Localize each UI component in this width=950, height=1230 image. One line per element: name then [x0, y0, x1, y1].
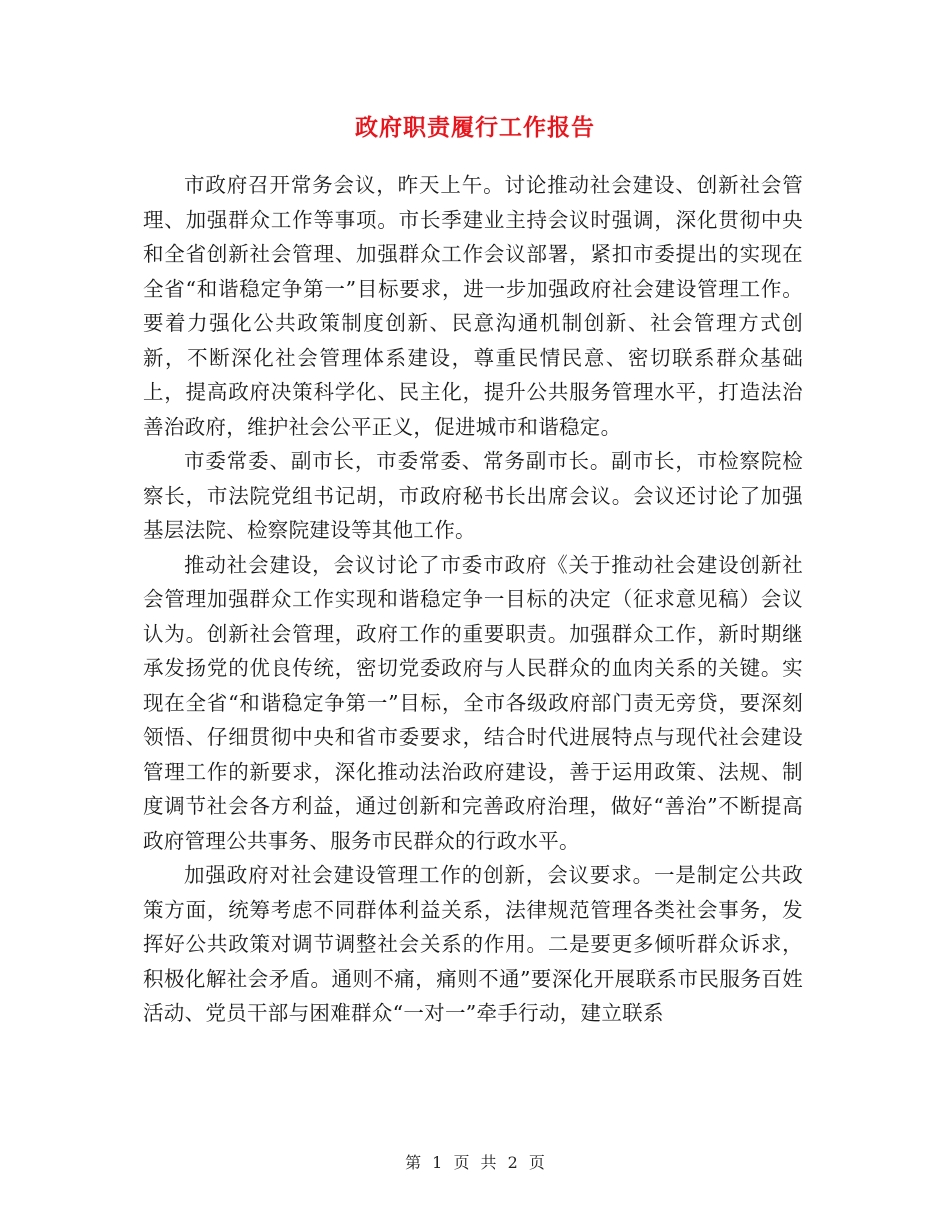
paragraph: 市政府召开常务会议，昨天上午。讨论推动社会建设、创新社会管理、加强群众工作等事项。市长季建业主持会议时强调，深化贯彻中央和全省创新社会管理、加强群众工作会议部署，紧扣市委提出的实现在全省“和谐稳定争第一”目标要求，进一步加强政府社会建设管理工作。要着力强化公共政策制度创新、民意沟通机制创新、社会管理方式创新，不断深化社会管理体系建设，尊重民情民意、密切联系群众基础上，提高政府决策科学化、民主化，提升公共服务管理水平，打造法治善治政府，维护社会公平正义，促进城市和谐稳定。: [143, 173, 803, 439]
document-title: 政府职责履行工作报告: [355, 114, 595, 141]
paragraph: 推动社会建设，会议讨论了市委市政府《关于推动社会建设创新社会管理加强群众工作实现和谐稳定争一目标的决定（征求意见稿）会议认为。创新社会管理，政府工作的重要职责。加强群众工作，新时期继承发扬党的优良传统，密切党委政府与人民群众的血肉关系的关键。实现在全省“和谐稳定争第一”目标，全市各级政府部门责无旁贷，要深刻领悟、仔细贯彻中央和省市委要求，结合时代进展特点与现代社会建设管理工作的新要求，深化推动法治政府建设，善于运用政策、法规、制度调节社会各方利益，通过创新和完善政府治理，做好“善治”不断提高政府管理公共事务、服务市民群众的行政水平。: [143, 552, 803, 853]
page-number-footer: 第 1 页 共 2 页: [405, 1153, 545, 1172]
paragraph: 加强政府对社会建设管理工作的创新，会议要求。一是制定公共政策方面，统筹考虑不同群体利益关系，法律规范管理各类社会事务，发挥好公共政策对调节调整社会关系的作用。二是要更多倾听群众诉求，积极化解社会矛盾。通则不痛，痛则不通”要深化开展联系市民服务百姓活动、党员干部与困难群众“一对一”牵手行动，建立联系: [143, 863, 803, 1025]
document-body: [143, 168, 803, 1031]
paragraph: 市委常委、副市长，市委常委、常务副市长。副市长，市检察院检察长，市法院党组书记胡，市政府秘书长出席会议。会议还讨论了加强基层法院、检察院建设等其他工作。: [143, 449, 803, 542]
